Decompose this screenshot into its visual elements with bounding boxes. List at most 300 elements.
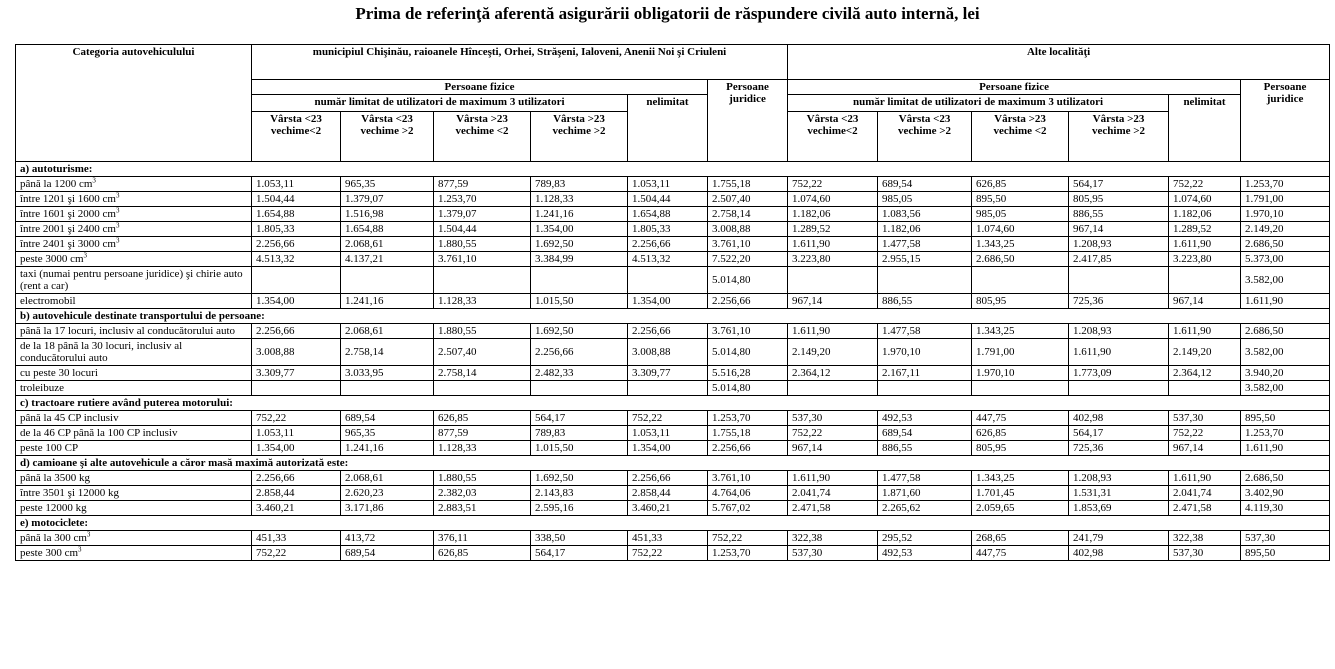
value-cell: 1.343,25 (972, 324, 1069, 339)
value-cell: 1.773,09 (1069, 366, 1169, 381)
value-cell: 725,36 (1069, 441, 1169, 456)
value-cell: 268,65 (972, 531, 1069, 546)
section-title: a) autoturisme: (16, 162, 1330, 177)
value-cell: 877,59 (434, 426, 531, 441)
value-cell: 338,50 (531, 531, 628, 546)
table-row (16, 411, 1330, 426)
row-label (16, 252, 252, 267)
value-cell: 2.149,20 (788, 339, 878, 366)
value-cell: 5.767,02 (708, 501, 788, 516)
value-cell: 626,85 (434, 546, 531, 561)
value-cell: 2.041,74 (788, 486, 878, 501)
value-cell: 877,59 (434, 177, 531, 192)
value-cell: 2.955,15 (878, 252, 972, 267)
value-cell: 1.871,60 (878, 486, 972, 501)
value-cell: 4.513,32 (628, 252, 708, 267)
value-cell: 4.119,30 (1241, 501, 1330, 516)
row-label-text: peste 100 CP (20, 442, 79, 454)
value-cell: 1.241,16 (531, 207, 628, 222)
value-cell: 3.171,86 (341, 501, 434, 516)
value-cell: 1.128,33 (531, 192, 628, 207)
value-cell: 3.384,99 (531, 252, 628, 267)
value-cell: 805,95 (972, 294, 1069, 309)
row-label-text: de la 46 CP până la 100 CP inclusiv (20, 427, 178, 439)
value-cell: 1.611,90 (1241, 294, 1330, 309)
value-cell: 1.354,00 (531, 222, 628, 237)
value-cell (1169, 267, 1241, 294)
table-row (16, 441, 1330, 456)
value-cell: 1.477,58 (878, 471, 972, 486)
value-cell: 1.791,00 (972, 339, 1069, 366)
value-cell: 4.764,06 (708, 486, 788, 501)
value-cell: 451,33 (628, 531, 708, 546)
value-cell: 967,14 (1169, 294, 1241, 309)
value-cell: 564,17 (1069, 426, 1169, 441)
value-cell: 626,85 (972, 177, 1069, 192)
value-cell: 5.516,28 (708, 366, 788, 381)
value-cell (628, 381, 708, 396)
unit-superscript: 3 (115, 221, 120, 230)
value-cell: 1.970,10 (878, 339, 972, 366)
value-cell: 752,22 (788, 426, 878, 441)
value-cell: 2.686,50 (1241, 471, 1330, 486)
section-title: c) tractoare rutiere având puterea motorului: (16, 396, 1330, 411)
value-cell: 3.761,10 (708, 324, 788, 339)
value-cell: 1.755,18 (708, 426, 788, 441)
value-cell: 1.379,07 (341, 192, 434, 207)
value-cell (341, 267, 434, 294)
value-cell: 5.014,80 (708, 339, 788, 366)
value-cell: 3.582,00 (1241, 339, 1330, 366)
value-cell: 1.182,06 (1169, 207, 1241, 222)
value-cell: 2.883,51 (434, 501, 531, 516)
value-cell: 689,54 (878, 426, 972, 441)
value-cell: 1.208,93 (1069, 237, 1169, 252)
value-cell (788, 381, 878, 396)
value-cell: 3.402,90 (1241, 486, 1330, 501)
region1-juridical-header: Persoane juridice (708, 80, 788, 162)
table-row (16, 339, 1330, 366)
value-cell: 2.143,83 (531, 486, 628, 501)
value-cell: 752,22 (628, 411, 708, 426)
region1-unlimited-header: nelimitat (628, 95, 708, 162)
value-cell: 1.692,50 (531, 324, 628, 339)
table-row (16, 267, 1330, 294)
value-cell: 1.504,44 (628, 192, 708, 207)
table-row (16, 294, 1330, 309)
row-label (16, 411, 252, 426)
value-cell: 1.253,70 (708, 546, 788, 561)
table-row (16, 366, 1330, 381)
value-cell: 3.008,88 (252, 339, 341, 366)
value-cell (1069, 381, 1169, 396)
value-cell (341, 381, 434, 396)
value-cell: 689,54 (341, 411, 434, 426)
value-cell: 2.256,66 (628, 324, 708, 339)
value-cell: 1.074,60 (788, 192, 878, 207)
row-label-text: electromobil (20, 295, 76, 307)
value-cell: 4.513,32 (252, 252, 341, 267)
value-cell (878, 267, 972, 294)
value-cell: 1.504,44 (252, 192, 341, 207)
premium-table (15, 44, 1330, 561)
value-cell: 3.008,88 (708, 222, 788, 237)
row-label (16, 192, 252, 207)
value-cell: 752,22 (708, 531, 788, 546)
value-cell: 965,35 (341, 426, 434, 441)
value-cell: 967,14 (1169, 441, 1241, 456)
value-cell: 3.008,88 (628, 339, 708, 366)
value-cell: 967,14 (788, 294, 878, 309)
r1-age-col-1: Vârsta <23 vechime<2 (252, 112, 341, 162)
value-cell: 1.053,11 (628, 426, 708, 441)
value-cell: 1.791,00 (1241, 192, 1330, 207)
value-cell: 789,83 (531, 177, 628, 192)
value-cell: 5.014,80 (708, 267, 788, 294)
value-cell: 2.041,74 (1169, 486, 1241, 501)
value-cell: 1.015,50 (531, 441, 628, 456)
unit-superscript: 3 (115, 191, 120, 200)
category-header: Categoria autovehiculului (16, 45, 252, 162)
value-cell: 752,22 (1169, 426, 1241, 441)
row-label-text: până la 45 CP inclusiv (20, 412, 119, 424)
value-cell: 967,14 (788, 441, 878, 456)
table-row (16, 501, 1330, 516)
row-label-text: taxi (numai pentru persoane juridice) şi chirie auto (rent a car) (20, 268, 243, 292)
value-cell: 3.582,00 (1241, 267, 1330, 294)
value-cell: 447,75 (972, 411, 1069, 426)
value-cell: 1.692,50 (531, 471, 628, 486)
unit-superscript: 3 (83, 251, 88, 260)
value-cell: 2.256,66 (708, 294, 788, 309)
row-label-text: până la 1200 cm (20, 178, 93, 190)
value-cell (972, 381, 1069, 396)
value-cell: 2.382,03 (434, 486, 531, 501)
value-cell: 3.033,95 (341, 366, 434, 381)
value-cell: 451,33 (252, 531, 341, 546)
value-cell: 3.761,10 (708, 471, 788, 486)
value-cell: 1.343,25 (972, 237, 1069, 252)
value-cell: 5.373,00 (1241, 252, 1330, 267)
section-title: e) motociclete: (16, 516, 1330, 531)
table-row (16, 237, 1330, 252)
value-cell: 1.208,93 (1069, 471, 1169, 486)
value-cell: 1.253,70 (434, 192, 531, 207)
value-cell: 965,35 (341, 177, 434, 192)
value-cell: 1.253,70 (1241, 177, 1330, 192)
value-cell: 492,53 (878, 546, 972, 561)
row-label (16, 381, 252, 396)
value-cell: 752,22 (788, 177, 878, 192)
value-cell: 895,50 (972, 192, 1069, 207)
value-cell: 2.686,50 (1241, 237, 1330, 252)
value-cell: 537,30 (788, 411, 878, 426)
value-cell: 2.149,20 (1169, 339, 1241, 366)
row-label (16, 546, 252, 561)
value-cell: 1.611,90 (788, 324, 878, 339)
value-cell: 1.970,10 (972, 366, 1069, 381)
row-label-text: peste 12000 kg (20, 502, 87, 514)
value-cell: 2.149,20 (1241, 222, 1330, 237)
value-cell: 1.531,31 (1069, 486, 1169, 501)
value-cell: 1.289,52 (788, 222, 878, 237)
value-cell: 1.701,45 (972, 486, 1069, 501)
value-cell: 1.343,25 (972, 471, 1069, 486)
value-cell: 1.611,90 (1069, 339, 1169, 366)
value-cell: 3.582,00 (1241, 381, 1330, 396)
value-cell: 2.482,33 (531, 366, 628, 381)
value-cell: 3.940,20 (1241, 366, 1330, 381)
value-cell: 1.692,50 (531, 237, 628, 252)
value-cell: 1.516,98 (341, 207, 434, 222)
row-label (16, 339, 252, 366)
value-cell: 1.654,88 (252, 207, 341, 222)
value-cell: 752,22 (628, 546, 708, 561)
value-cell: 626,85 (972, 426, 1069, 441)
value-cell: 376,11 (434, 531, 531, 546)
value-cell: 1.128,33 (434, 441, 531, 456)
row-label (16, 426, 252, 441)
value-cell: 537,30 (1241, 531, 1330, 546)
value-cell: 1.654,88 (341, 222, 434, 237)
row-label (16, 324, 252, 339)
value-cell: 805,95 (1069, 192, 1169, 207)
value-cell: 689,54 (341, 546, 434, 561)
value-cell (531, 267, 628, 294)
value-cell: 1.477,58 (878, 324, 972, 339)
value-cell: 626,85 (434, 411, 531, 426)
row-label (16, 222, 252, 237)
region2-limited-header: număr limitat de utilizatori de maximum 3 utilizatori (788, 95, 1169, 112)
row-label (16, 531, 252, 546)
value-cell: 1.880,55 (434, 471, 531, 486)
value-cell: 564,17 (1069, 177, 1169, 192)
value-cell (252, 267, 341, 294)
value-cell: 2.256,66 (252, 237, 341, 252)
section-row (16, 456, 1330, 471)
value-cell: 2.507,40 (708, 192, 788, 207)
row-label-text: între 1601 şi 2000 cm (20, 208, 116, 220)
value-cell: 1.611,90 (788, 471, 878, 486)
value-cell: 1.253,70 (1241, 426, 1330, 441)
value-cell (972, 267, 1069, 294)
value-cell: 1.128,33 (434, 294, 531, 309)
value-cell: 322,38 (788, 531, 878, 546)
value-cell: 689,54 (878, 177, 972, 192)
row-label (16, 177, 252, 192)
value-cell (1169, 381, 1241, 396)
value-cell (878, 381, 972, 396)
table-row (16, 531, 1330, 546)
value-cell: 1.182,06 (878, 222, 972, 237)
value-cell: 3.223,80 (1169, 252, 1241, 267)
value-cell: 447,75 (972, 546, 1069, 561)
row-label (16, 267, 252, 294)
section-title: d) camioane şi alte autovehicule a căror masă maximă autorizată este: (16, 456, 1330, 471)
value-cell: 2.256,66 (628, 471, 708, 486)
region2-juridical-header: Persoane juridice (1241, 80, 1330, 162)
table-body (16, 162, 1330, 561)
value-cell: 1.354,00 (252, 441, 341, 456)
value-cell: 805,95 (972, 441, 1069, 456)
value-cell: 3.761,10 (708, 237, 788, 252)
value-cell: 2.417,85 (1069, 252, 1169, 267)
row-label-text: între 1201 şi 1600 cm (20, 193, 116, 205)
value-cell: 967,14 (1069, 222, 1169, 237)
r2-age-col-2: Vârsta <23 vechime >2 (878, 112, 972, 162)
value-cell: 1.654,88 (628, 207, 708, 222)
value-cell: 1.053,11 (252, 426, 341, 441)
value-cell: 402,98 (1069, 411, 1169, 426)
row-label-text: peste 3000 cm (20, 253, 84, 265)
value-cell: 413,72 (341, 531, 434, 546)
value-cell: 2.068,61 (341, 471, 434, 486)
value-cell: 1.755,18 (708, 177, 788, 192)
value-cell: 985,05 (972, 207, 1069, 222)
row-label-text: troleibuze (20, 382, 64, 394)
value-cell: 295,52 (878, 531, 972, 546)
row-label-text: între 2001 şi 2400 cm (20, 223, 116, 235)
value-cell: 3.309,77 (252, 366, 341, 381)
unit-superscript: 3 (78, 545, 82, 554)
section-row (16, 162, 1330, 177)
value-cell: 1.880,55 (434, 324, 531, 339)
table-row (16, 324, 1330, 339)
value-cell: 3.460,21 (628, 501, 708, 516)
region1-header: municipiul Chişinău, raioanele Hînceşti, Orhei, Străşeni, Ialoveni, Anenii Noi şi Criuleni (252, 45, 788, 80)
r2-age-col-1: Vârsta <23 vechime<2 (788, 112, 878, 162)
value-cell: 1.354,00 (628, 294, 708, 309)
r2-age-col-4: Vârsta >23 vechime >2 (1069, 112, 1169, 162)
value-cell: 1.805,33 (628, 222, 708, 237)
value-cell: 752,22 (252, 546, 341, 561)
value-cell: 886,55 (878, 294, 972, 309)
r2-age-col-3: Vârsta >23 vechime <2 (972, 112, 1069, 162)
row-label (16, 366, 252, 381)
value-cell: 2.595,16 (531, 501, 628, 516)
value-cell: 3.223,80 (788, 252, 878, 267)
value-cell: 537,30 (788, 546, 878, 561)
row-label (16, 501, 252, 516)
region1-limited-header: număr limitat de utilizatori de maximum 3 utilizatori (252, 95, 628, 112)
value-cell: 895,50 (1241, 411, 1330, 426)
value-cell: 752,22 (1169, 177, 1241, 192)
value-cell: 752,22 (252, 411, 341, 426)
r1-age-col-3: Vârsta >23 vechime <2 (434, 112, 531, 162)
value-cell: 2.758,14 (708, 207, 788, 222)
value-cell: 2.167,11 (878, 366, 972, 381)
section-row (16, 309, 1330, 324)
value-cell: 2.471,58 (788, 501, 878, 516)
value-cell: 1.208,93 (1069, 324, 1169, 339)
value-cell: 4.137,21 (341, 252, 434, 267)
value-cell: 1.354,00 (252, 294, 341, 309)
value-cell (434, 267, 531, 294)
value-cell: 1.611,90 (1169, 237, 1241, 252)
value-cell: 2.507,40 (434, 339, 531, 366)
table-row (16, 192, 1330, 207)
value-cell: 1.611,90 (788, 237, 878, 252)
value-cell: 2.858,44 (252, 486, 341, 501)
value-cell: 1.074,60 (972, 222, 1069, 237)
value-cell (252, 381, 341, 396)
unit-superscript: 3 (92, 176, 96, 185)
value-cell: 564,17 (531, 411, 628, 426)
value-cell: 322,38 (1169, 531, 1241, 546)
row-label (16, 237, 252, 252)
value-cell: 2.256,66 (252, 471, 341, 486)
table-row (16, 486, 1330, 501)
section-row (16, 396, 1330, 411)
table-row (16, 426, 1330, 441)
value-cell: 2.620,23 (341, 486, 434, 501)
value-cell: 402,98 (1069, 546, 1169, 561)
value-cell: 2.059,65 (972, 501, 1069, 516)
value-cell: 2.471,58 (1169, 501, 1241, 516)
r1-age-col-2: Vârsta <23 vechime >2 (341, 112, 434, 162)
r1-age-col-4: Vârsta >23 vechime >2 (531, 112, 628, 162)
table-row (16, 222, 1330, 237)
region1-persons-header: Persoane fizice (252, 80, 708, 95)
table-row (16, 471, 1330, 486)
unit-superscript: 3 (86, 530, 91, 539)
value-cell (531, 381, 628, 396)
value-cell: 2.858,44 (628, 486, 708, 501)
value-cell (1069, 267, 1169, 294)
value-cell: 1.970,10 (1241, 207, 1330, 222)
value-cell: 1.379,07 (434, 207, 531, 222)
value-cell: 537,30 (1169, 411, 1241, 426)
row-label-text: între 3501 şi 12000 kg (20, 487, 119, 499)
table-row (16, 207, 1330, 222)
value-cell: 886,55 (878, 441, 972, 456)
table-row (16, 381, 1330, 396)
value-cell: 3.309,77 (628, 366, 708, 381)
region2-unlimited-header: nelimitat (1169, 95, 1241, 162)
value-cell: 2.068,61 (341, 237, 434, 252)
row-label-text: până la 300 cm (20, 532, 87, 544)
value-cell: 789,83 (531, 426, 628, 441)
table-row (16, 177, 1330, 192)
value-cell: 5.014,80 (708, 381, 788, 396)
value-cell: 985,05 (878, 192, 972, 207)
row-label (16, 486, 252, 501)
unit-superscript: 3 (115, 236, 120, 245)
table-row (16, 252, 1330, 267)
row-label (16, 441, 252, 456)
value-cell: 2.256,66 (628, 237, 708, 252)
value-cell: 1.074,60 (1169, 192, 1241, 207)
value-cell: 1.805,33 (252, 222, 341, 237)
value-cell: 1.289,52 (1169, 222, 1241, 237)
value-cell: 2.068,61 (341, 324, 434, 339)
value-cell: 725,36 (1069, 294, 1169, 309)
section-row (16, 516, 1330, 531)
value-cell: 492,53 (878, 411, 972, 426)
value-cell: 2.364,12 (788, 366, 878, 381)
value-cell: 1.611,90 (1169, 324, 1241, 339)
value-cell: 1.182,06 (788, 207, 878, 222)
value-cell: 1.504,44 (434, 222, 531, 237)
value-cell: 1.354,00 (628, 441, 708, 456)
value-cell: 2.265,62 (878, 501, 972, 516)
value-cell: 1.241,16 (341, 294, 434, 309)
value-cell (788, 267, 878, 294)
value-cell: 886,55 (1069, 207, 1169, 222)
value-cell: 1.853,69 (1069, 501, 1169, 516)
row-label-text: peste 300 cm (20, 547, 79, 559)
value-cell: 1.477,58 (878, 237, 972, 252)
